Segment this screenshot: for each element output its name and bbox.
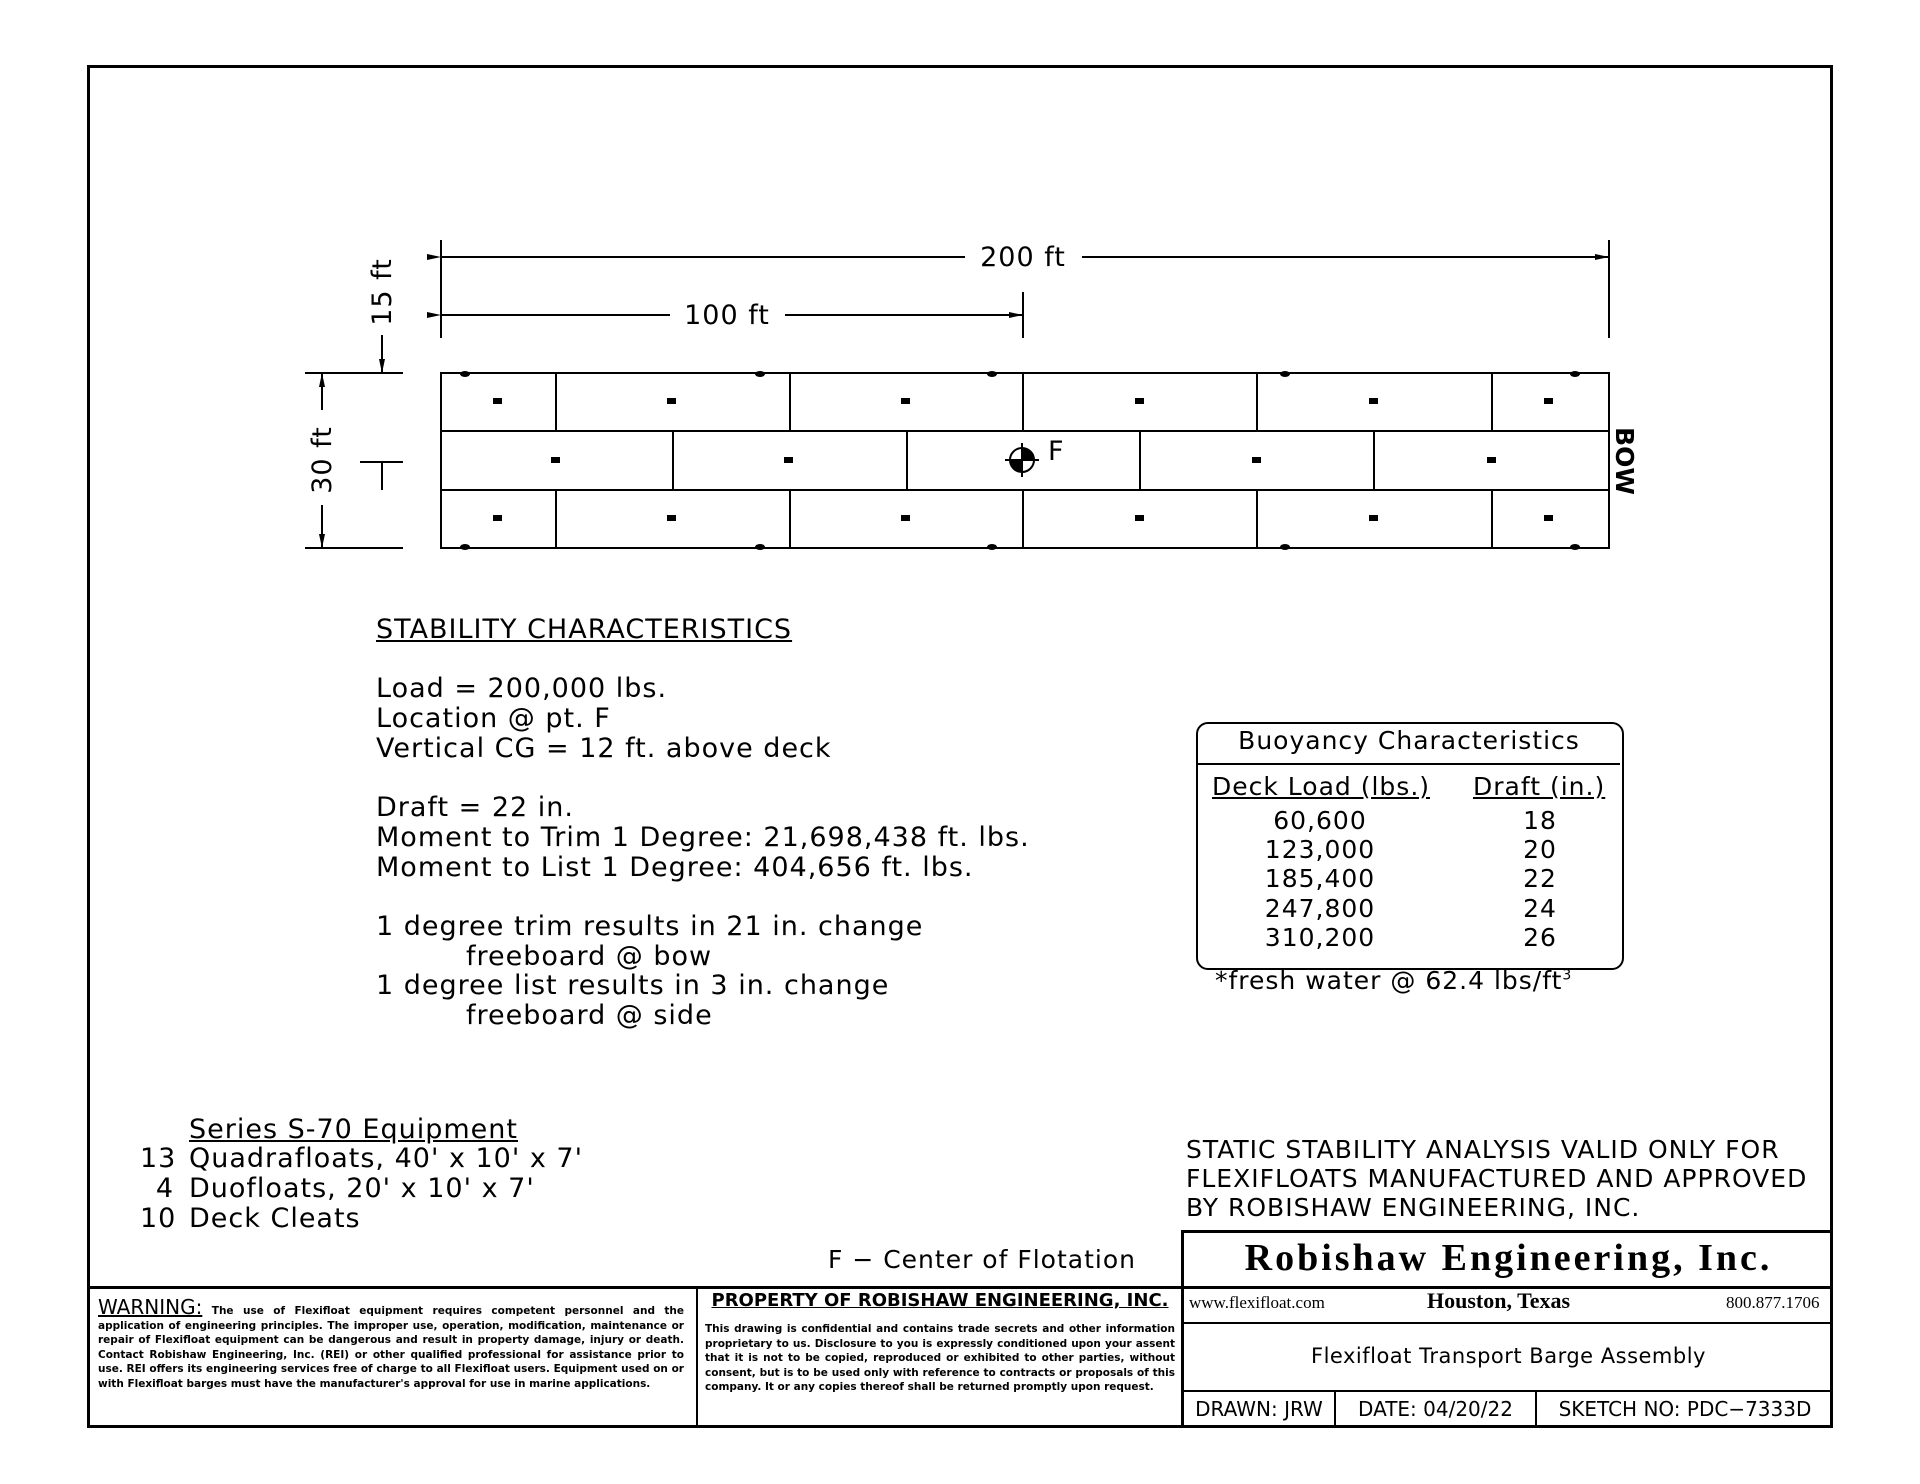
static-note-line: FLEXIFLOATS MANUFACTURED AND APPROVED — [1186, 1164, 1808, 1193]
titleblock-row2 — [1181, 1322, 1833, 1324]
buoyancy-draft-cell: 26 — [1523, 923, 1557, 952]
stability-line: 1 degree trim results in 21 in. change — [376, 911, 924, 942]
equipment-desc: Deck Cleats — [189, 1203, 361, 1234]
static-note-line: BY ROBISHAW ENGINEERING, INC. — [1186, 1193, 1641, 1222]
equipment-qty: 4 — [155, 1173, 174, 1204]
bow-label: BOW — [1610, 427, 1639, 495]
stability-line: Vertical CG = 12 ft. above deck — [376, 733, 832, 764]
dim-200-label: 200 ft — [980, 242, 1066, 273]
flotation-legend: F − Center of Flotation — [828, 1245, 1136, 1274]
company-name: Robishaw Engineering, Inc. — [1244, 1237, 1773, 1279]
buoyancy-note: *fresh water @ 62.4 lbs/$ft^3$ — [1215, 966, 1573, 995]
static-note-line: STATIC STABILITY ANALYSIS VALID ONLY FOR — [1186, 1135, 1780, 1164]
equipment-desc: Duofloats, 20' x 10' x 7' — [189, 1173, 535, 1204]
drawn-by: DRAWN: JRW — [1195, 1397, 1323, 1421]
equipment-qty: 13 — [140, 1143, 177, 1174]
titleblock-row3 — [1181, 1390, 1833, 1392]
equipment-desc: Quadrafloats, 40' x 10' x 7' — [189, 1143, 584, 1174]
buoyancy-load-cell: 123,000 — [1264, 835, 1376, 864]
buoyancy-col-draft: Draft (in.) — [1473, 772, 1606, 801]
buoyancy-load-cell: 185,400 — [1264, 864, 1376, 893]
sketch-number: SKETCH NO: PDC−7333D — [1558, 1397, 1812, 1421]
buoyancy-load-cell: 310,200 — [1264, 923, 1376, 952]
buoyancy-title: Buoyancy Characteristics — [1238, 726, 1580, 755]
equipment-title: Series S-70 Equipment — [189, 1114, 518, 1145]
buoyancy-draft-cell: 22 — [1523, 864, 1557, 893]
buoyancy-draft-cell: 20 — [1523, 835, 1557, 864]
warning-label: WARNING: — [98, 1295, 203, 1319]
dim-15-label: 15 ft — [367, 258, 398, 326]
company-phone: 800.877.1706 — [1726, 1293, 1820, 1312]
buoyancy-divider — [1198, 763, 1620, 765]
company-location: Houston, Texas — [1427, 1288, 1571, 1313]
equipment-qty: 10 — [140, 1203, 177, 1234]
property-title: PROPERTY OF ROBISHAW ENGINEERING, INC. — [711, 1290, 1169, 1311]
buoyancy-draft-cell: 24 — [1523, 894, 1557, 923]
center-marker-label: F — [1048, 436, 1064, 467]
bottom-band-top — [87, 1286, 1833, 1289]
stability-line: Location @ pt. F — [376, 703, 611, 734]
stability-title: STABILITY CHARACTERISTICS — [376, 614, 793, 645]
buoyancy-load-cell: 247,800 — [1264, 894, 1376, 923]
stability-line: freeboard @ bow — [466, 941, 713, 972]
stability-line: Moment to List 1 Degree: 404,656 ft. lbs. — [376, 852, 974, 883]
stability-line: freeboard @ side — [466, 1000, 713, 1031]
company-website[interactable]: www.flexifloat.com — [1189, 1293, 1325, 1312]
property-text: This drawing is confidential and contains trade secrets and other information proprietary to us. Disclosure to you is expressly conditioned upon your assent that it is not to be copied, reproduced or exhibited to other parties, without consent, but is to be used only with reference to contracts or proposals of this company. It or any copies thereof shall be returned promptly upon request. — [705, 1323, 1175, 1393]
warning-text: The use of Flexifloat equipment requires competent personnel and the application of engineering principles. The improper use, operation, modification, maintenance or repair of Flexifloat equipment can be dangerous and result in property damage, injury or death. Contact Robishaw Engineering, Inc. (REI) or other qualified professional for assistance prior to use. REI offers its engineering services free of charge to all Flexifloat users. Equipment used on or with Flexifloat barges must have the manufacturer's approval for use in marine applications. — [98, 1305, 685, 1390]
stability-line: Moment to Trim 1 Degree: 21,698,438 ft. lbs. — [376, 822, 1030, 853]
dim-30-label: 30 ft — [307, 426, 338, 494]
stability-line: 1 degree list results in 3 in. change — [376, 970, 890, 1001]
drawing-date: DATE: 04/20/22 — [1358, 1397, 1513, 1421]
center-of-flotation-icon — [1005, 443, 1039, 477]
titleblock-top — [1181, 1230, 1833, 1233]
buoyancy-draft-cell: 18 — [1523, 806, 1557, 835]
warning-block — [98, 1295, 685, 1391]
stability-line: Load = 200,000 lbs. — [376, 673, 668, 704]
buoyancy-col-load: Deck Load (lbs.) — [1212, 772, 1431, 801]
dim-100-label: 100 ft — [684, 300, 770, 331]
warning-divider — [696, 1286, 698, 1428]
buoyancy-load-cell: 60,600 — [1273, 806, 1367, 835]
drawing-title: Flexifloat Transport Barge Assembly — [1311, 1344, 1706, 1368]
stability-line: Draft = 22 in. — [376, 792, 574, 823]
